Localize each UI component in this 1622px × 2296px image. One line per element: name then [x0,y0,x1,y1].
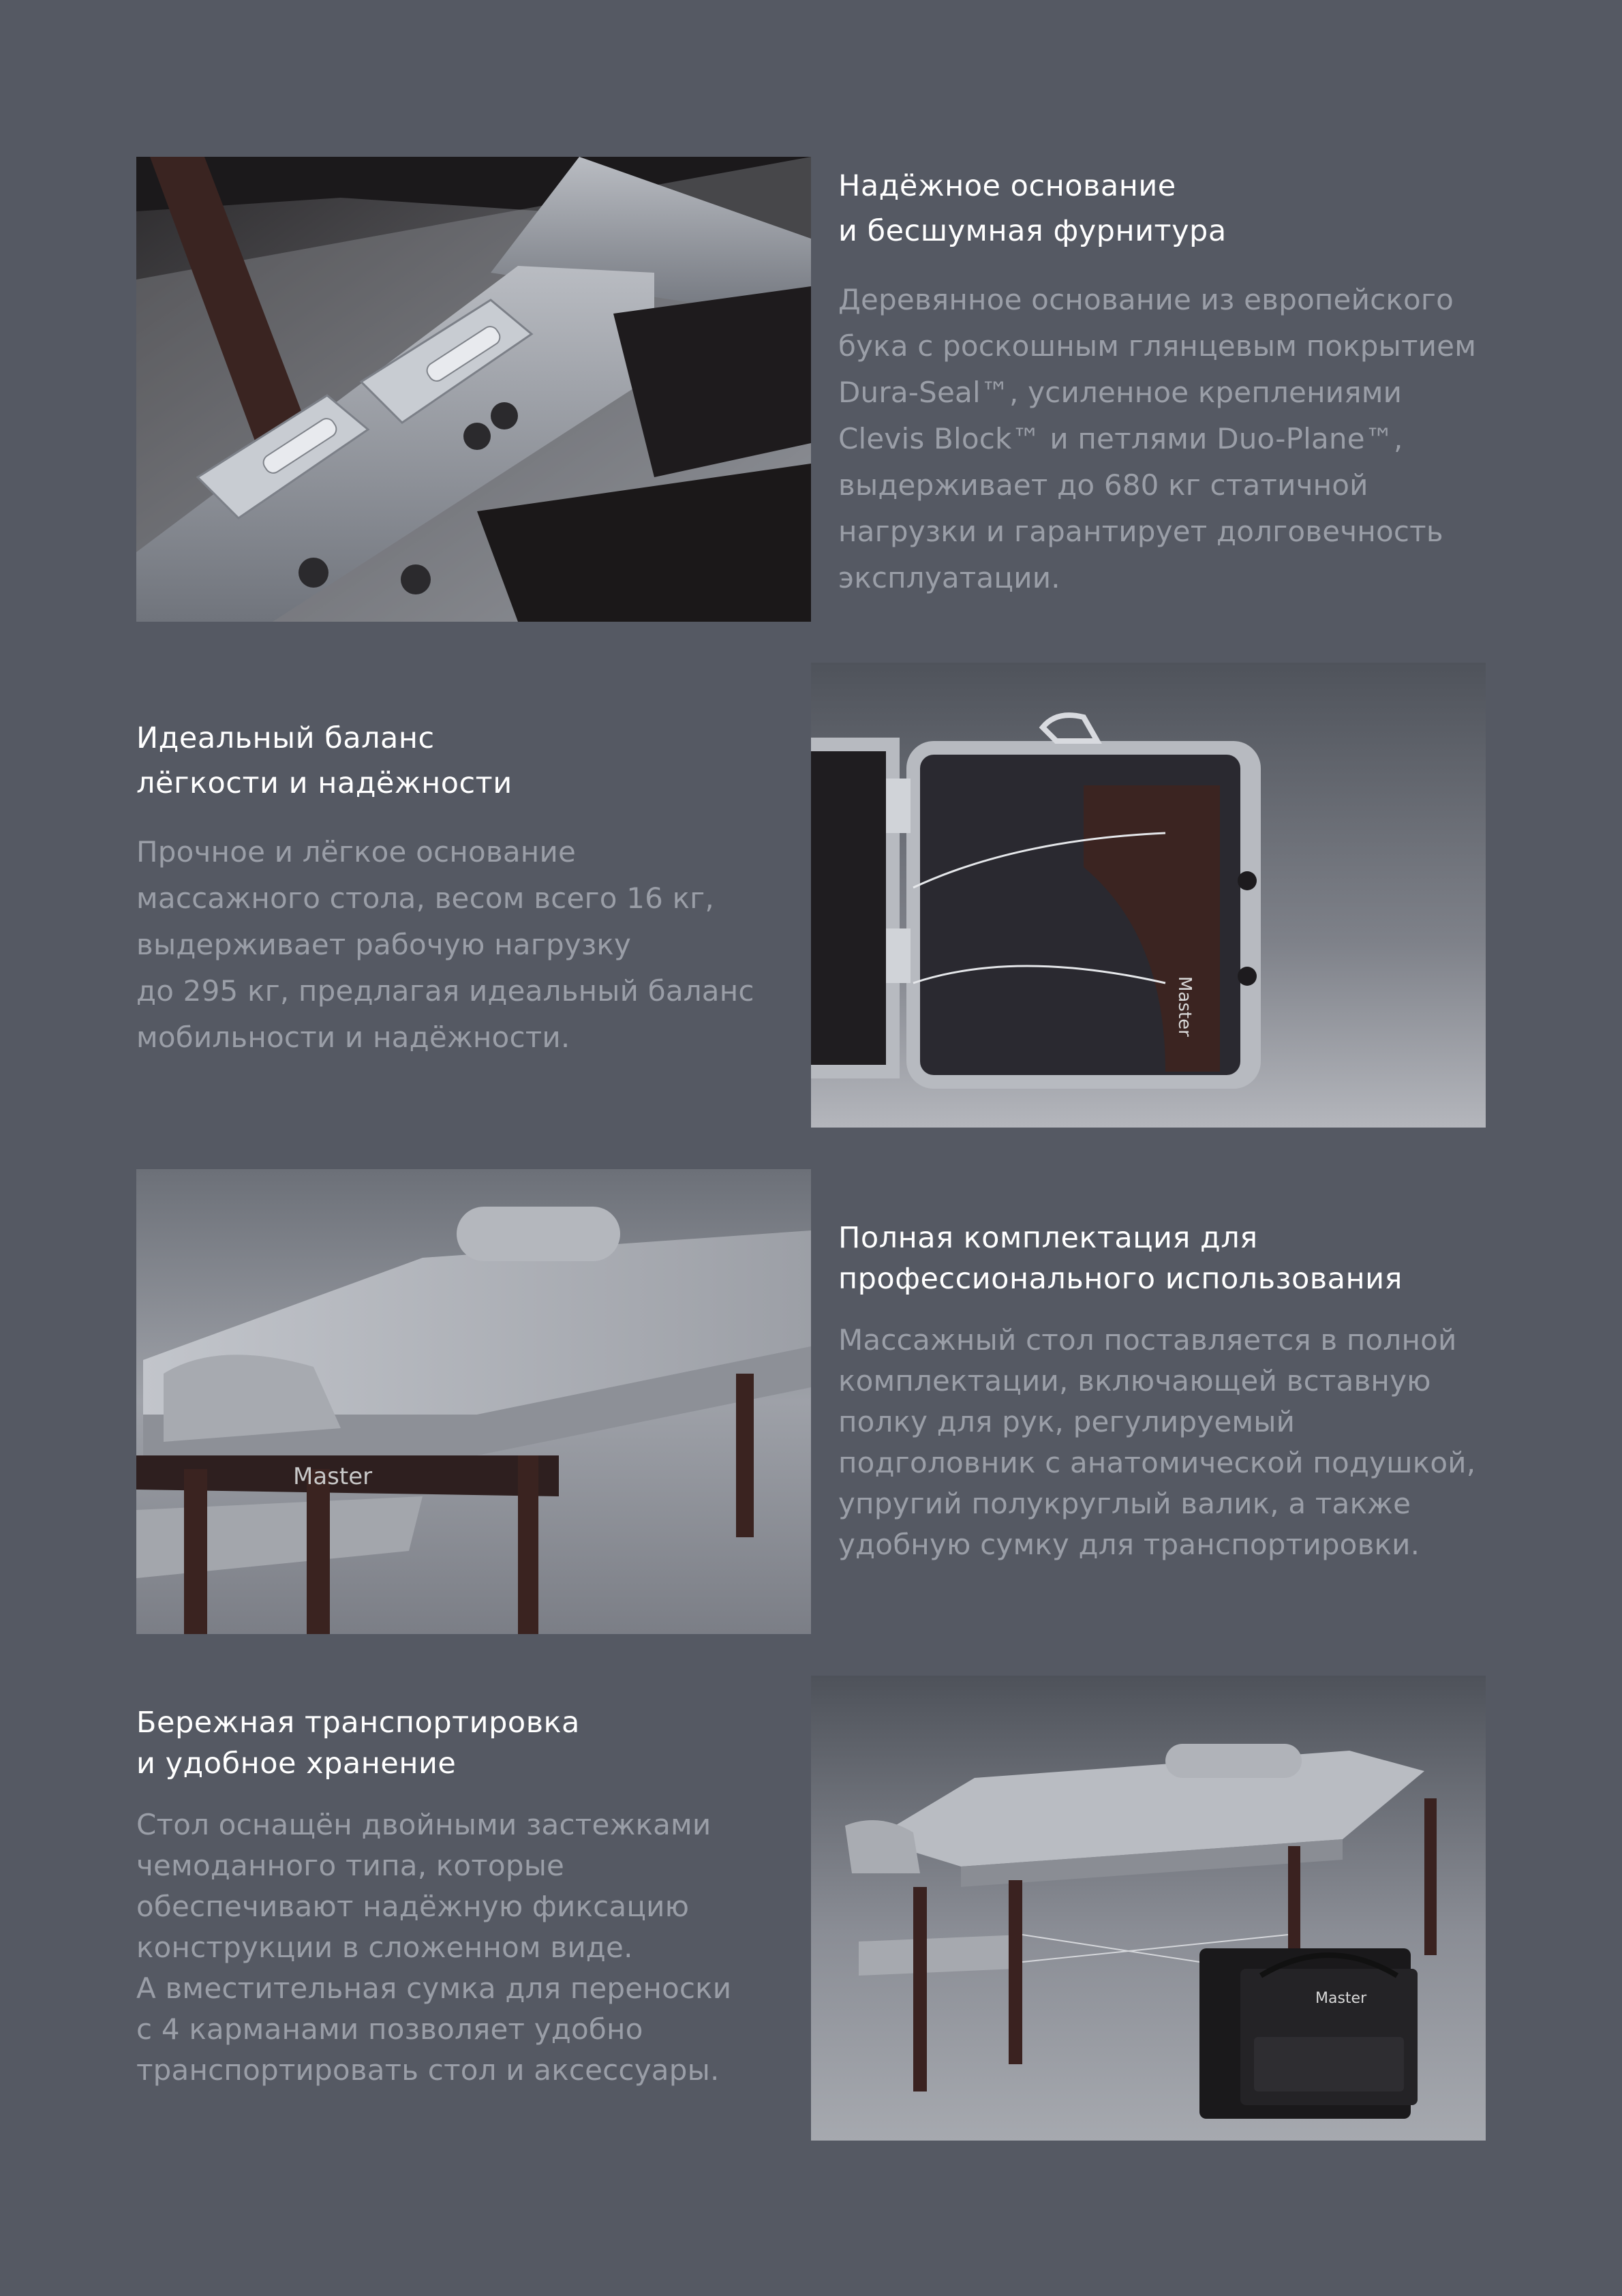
brand-logo: Master [1315,1990,1367,2007]
section-ideal-balance [136,716,791,1061]
section-title: Бережная транспортировка и удобное хранение [136,1706,580,1781]
section-text: Стол оснащён двойными застежками чемоданного типа, которые обеспечивают надёжную фиксацию конструкции в сложенном виде. А вместительная сумка для переноски с 4 карманами позволяет удобно транспортировать стол и аксессуары. [136,1808,732,2087]
section-text: Массажный стол поставляется в полной комплектации, включающей вставную полку для рук, регулируемый подголовник с анатомической подушкой, упругий полукруглый валик, а также удобную сумку для транспортировки. [838,1323,1476,1561]
table-accessories-photo [136,1169,811,1634]
brand-logo: Master [1174,976,1195,1037]
section-transport [136,1702,791,2091]
folded-table-photo [811,663,1486,1128]
section-text: Прочное и лёгкое основание массажного стола, весом всего 16 кг, выдерживает рабочую нагрузку до 295 кг, предлагая идеальный баланс мобильности и надёжности. [136,835,754,1054]
hinge-closeup-photo [136,157,811,622]
brand-logo: Master [293,1463,373,1490]
section-full-set [838,1218,1520,1565]
section-title: Идеальный баланс лёгкости и надёжности [136,721,512,800]
table-with-bag-photo [811,1676,1486,2141]
section-title: Полная комплектация для профессионального использования [838,1221,1403,1296]
section-title: Надёжное основание и бесшумная фурнитура [838,169,1227,248]
section-text: Деревянное основание из европейского бука с роскошным глянцевым покрытием Dura-Seal™, усиленное креплениями Clevis Block™ и петлями Duo-Plane™, выдерживает до 680 кг статичной нагрузки и гарантирует долговечность эксплуатации. [838,283,1477,594]
section-reliable-base [838,164,1520,601]
